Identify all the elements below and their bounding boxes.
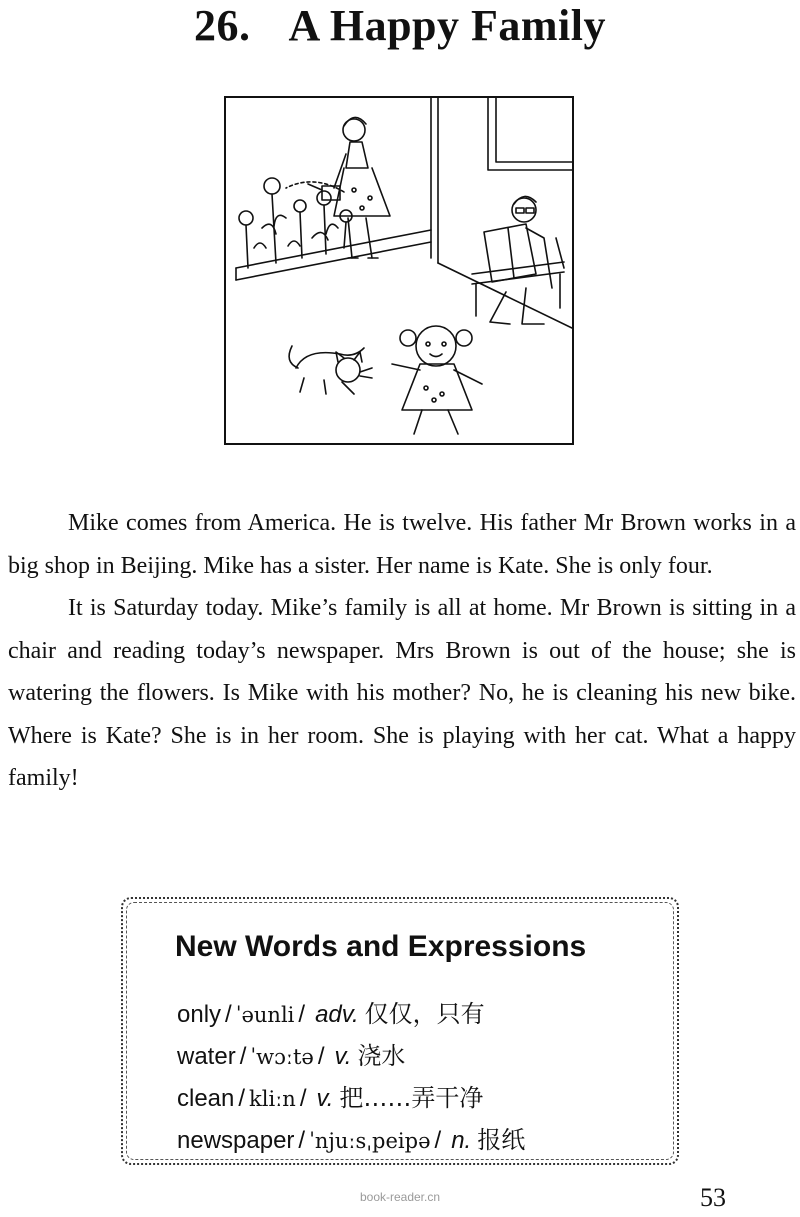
vocab-phonetic: ˈwɔːtə bbox=[250, 1045, 314, 1069]
lesson-number: 26. bbox=[194, 1, 251, 50]
story-text bbox=[8, 502, 796, 800]
vocab-part-of-speech: v. bbox=[316, 1085, 334, 1112]
watermark: book-reader.cn bbox=[359, 1190, 441, 1204]
vocab-word: only bbox=[177, 1001, 222, 1028]
vocab-meaning: 报纸 bbox=[477, 1126, 526, 1154]
family-scene-illustration bbox=[224, 96, 574, 445]
vocab-word: water bbox=[177, 1043, 236, 1070]
vocab-meaning: 仅仅，只有 bbox=[364, 1000, 485, 1028]
vocabulary-entry-only: only / ˈəunli / adv. 仅仅，只有 bbox=[177, 1000, 485, 1028]
vocabulary-entry-newspaper: newspaper / ˈnjuːsˌpeipə / n. 报纸 bbox=[177, 1126, 526, 1154]
vocabulary-box bbox=[121, 897, 679, 1165]
vocabulary-list bbox=[177, 993, 657, 1161]
story-paragraph-2: It is Saturday today. Mike’s family is all at home. Mr Brown is sitting in a chair and reading today’s newspaper. Mrs Brown is out of the house; she is watering the flowers. Is Mike with his mother? No, he is cleaning his new bike. Where is Kate? She is in her room. She is playing with her cat. What a happy family! bbox=[8, 595, 796, 791]
story-paragraph-1: Mike comes from America. He is twelve. His father Mr Brown works in a big shop in Beijing. Mike has a sister. Her name is Kate. She is only four. bbox=[8, 510, 796, 579]
vocab-part-of-speech: v. bbox=[334, 1043, 352, 1070]
vocab-word: clean bbox=[177, 1085, 235, 1112]
vocab-meaning: 把……弄干净 bbox=[339, 1084, 484, 1112]
vocab-meaning: 浇水 bbox=[357, 1042, 406, 1070]
page-number: 53 bbox=[700, 1183, 726, 1212]
vocab-part-of-speech: n. bbox=[451, 1127, 472, 1154]
lesson-title-text: A Happy Family bbox=[288, 1, 606, 50]
vocabulary-entry-water: water / ˈwɔːtə / v. 浇水 bbox=[177, 1042, 406, 1070]
vocab-part-of-speech: adv. bbox=[315, 1001, 359, 1028]
lesson-title bbox=[0, 0, 800, 52]
vocab-word: newspaper bbox=[177, 1127, 295, 1154]
vocab-phonetic: ˈəunli bbox=[235, 1003, 295, 1027]
vocabulary-entry-clean: clean / kliːn / v. 把……弄干净 bbox=[177, 1084, 484, 1112]
vocab-phonetic: kliːn bbox=[249, 1087, 296, 1111]
vocabulary-heading: New Words and Expressions bbox=[175, 930, 587, 963]
vocab-phonetic: ˈnjuːsˌpeipə bbox=[309, 1129, 431, 1153]
